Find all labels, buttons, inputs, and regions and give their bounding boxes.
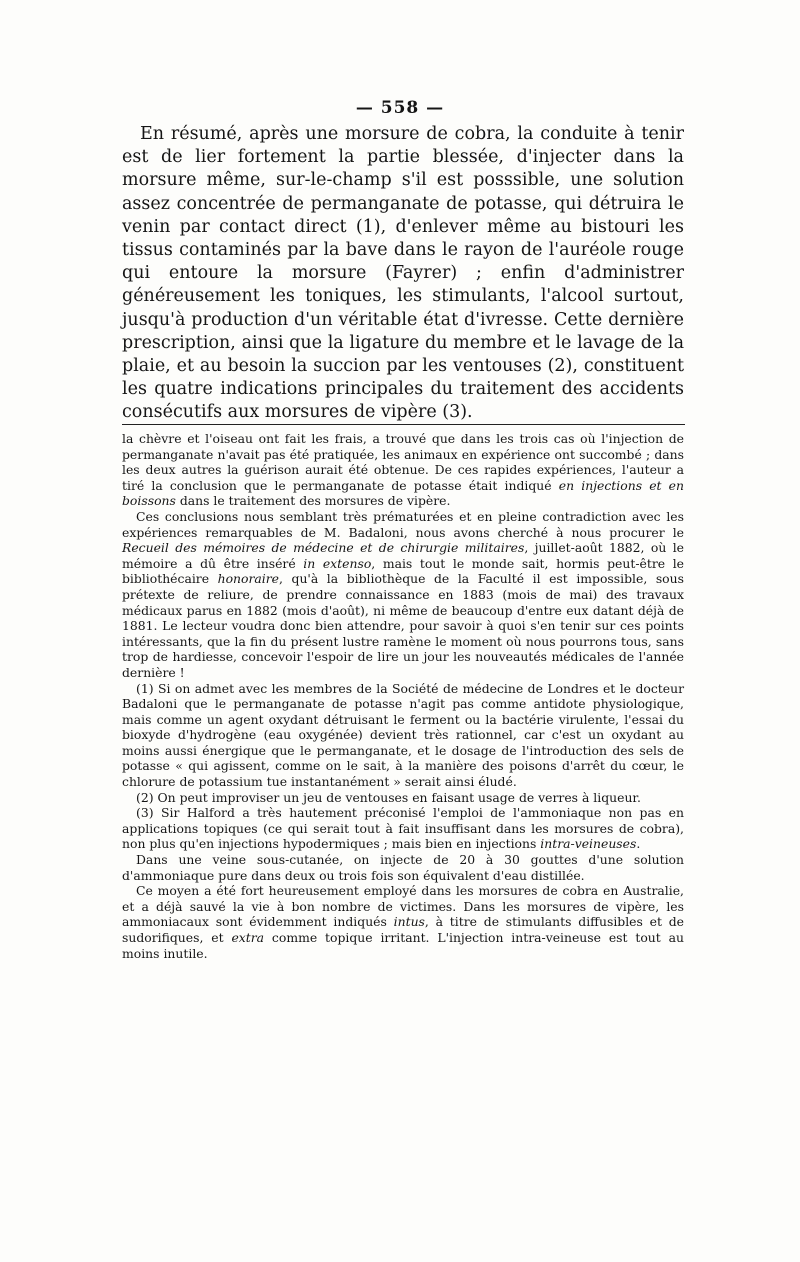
footnote-3	[122, 805, 684, 852]
page-number: — 558 —	[355, 98, 445, 118]
note-italic: honoraire	[217, 571, 280, 587]
note-text: (3) Sir Halford a très hautement préconisé l'emploi de l'ammoniaque non pas en applications topiques (ce qui serait tout à fait insuffisant dans les morsures de cobra), non plus qu'en injections hypodermiques ; mais bien en injections	[122, 805, 684, 852]
note-text: comme topique irritant. L'injection intra-veineuse est tout au moins inutile.	[122, 930, 684, 961]
main-paragraph: En résumé, après une morsure de cobra, la conduite à tenir est de lier fortement la partie blessée, d'injecter dans la morsure même, sur-le-champ s'il est posssible, une solution assez concentrée de permanganate de potasse, qui détruira le venin par contact direct (1), d'enlever même au bistouri les tissus contaminés par la bave dans le rayon de l'auréole rouge qui entoure la morsure (Fayrer) ; enfin d'administrer généreusement les toniques, les stimulants, l'alcool surtout, jusqu'à production d'un véritable état d'ivresse. Cette dernière prescription, ainsi que la ligature du membre et le lavage de la plaie, et au besoin la succion par les ventouses (2), constituent les quatre indications principales du traitement des accidents consécutifs aux morsures de vipère (3).	[122, 124, 684, 423]
note-text: la chèvre et l'oiseau ont fait les frais, a trouvé que dans les trois cas où l'injection de permanganate n'avait pas été pratiquée, les animaux en expérience ont succombé ; dans les deux autres la guérison aurait été obtenue. De ces rapides expériences, l'auteur a tiré la conclusion que le permanganate de potasse était indiqué	[122, 431, 684, 493]
footnotes	[122, 431, 684, 961]
note-italic: en injections et en boissons	[122, 477, 684, 509]
footnote-2: (2) On peut improviser un jeu de ventouses en faisant usage de verres à liqueur.	[136, 789, 641, 805]
note-italic: intus	[393, 914, 425, 930]
note-italic: extra	[231, 930, 265, 945]
note-text: .	[636, 836, 641, 852]
footnote-separator	[122, 424, 685, 425]
footnote-continuation	[122, 431, 684, 509]
note-italic: in extenso	[303, 555, 372, 571]
note-text: , à titre de stimulants diffusibles et de sudorifiques, et	[122, 914, 684, 945]
note-text: Ce moyen a été fort heureusement employé dans les morsures de cobra en Australie, et a déjà sauvé la vie à bon nombre de victimes. Dans les morsures de vipère, les ammoniacaux sont évidemment indiqués	[122, 883, 684, 930]
footnote-3-dosage: Dans une veine sous-cutanée, on injecte de 20 à 30 gouttes d'une solution d'ammoniaque pure dans deux ou trois fois son équivalent d'eau distillée.	[122, 852, 684, 883]
note-text: , mais tout le monde sait, hormis peut-être le bibliothécaire	[122, 555, 684, 587]
note-text: , qu'à la bibliothèque de la Faculté il est impossible, sous prétexte de reliure, de prendre connaissance en 1883 (mois de mai) des travaux médicaux parus en 1882 (mois d'août), ni même de beaucoup d'entre eux datant déjà de 1881. Le lecteur voudra donc bien attendre, pour savoir à quoi s'en tenir sur ces points intéressants, que la fin du présent lustre ramène le moment où nous pourrons tous, sans trop de hardiesse, concevoir l'espoir de lire un jour les nouveautés médicales de l'année dernière !	[122, 571, 684, 680]
footnote-1: (1) Si on admet avec les membres de la Société de médecine de Londres et le docteur Badaloni que le permanganate de potasse n'agit pas comme antidote physiologique, mais comme un agent oxydant détruisant le ferment ou la bactérie virulente, l'essai du bioxyde d'hydrogène (eau oxygénée) devient très rationnel, car c'est un oxydant au moins aussi énergique que le permanganate, et le dosage de l'introduction des sels de potasse « qui agissent, comme on le sait, à la manière des poisons d'arrêt du cœur, le chlorure de potassium tue instantanément » serait ainsi éludé.	[122, 680, 684, 790]
footnote-3-usage	[122, 883, 684, 961]
note-italic: Recueil des mémoires de médecine et de chirurgie militaires	[122, 540, 525, 556]
note-text: Ces conclusions nous semblant très prématurées et en pleine contradiction avec les expériences remarquables de M. Badaloni, nous avons cherché à nous procurer le	[122, 508, 684, 540]
note-text: dans le traitement des morsures de vipère.	[175, 493, 451, 509]
footnote-conclusions	[122, 509, 684, 681]
note-text: , juillet-août 1882, où le mémoire a dû être inséré	[122, 540, 684, 571]
note-italic: intra-veineuses	[540, 836, 637, 852]
